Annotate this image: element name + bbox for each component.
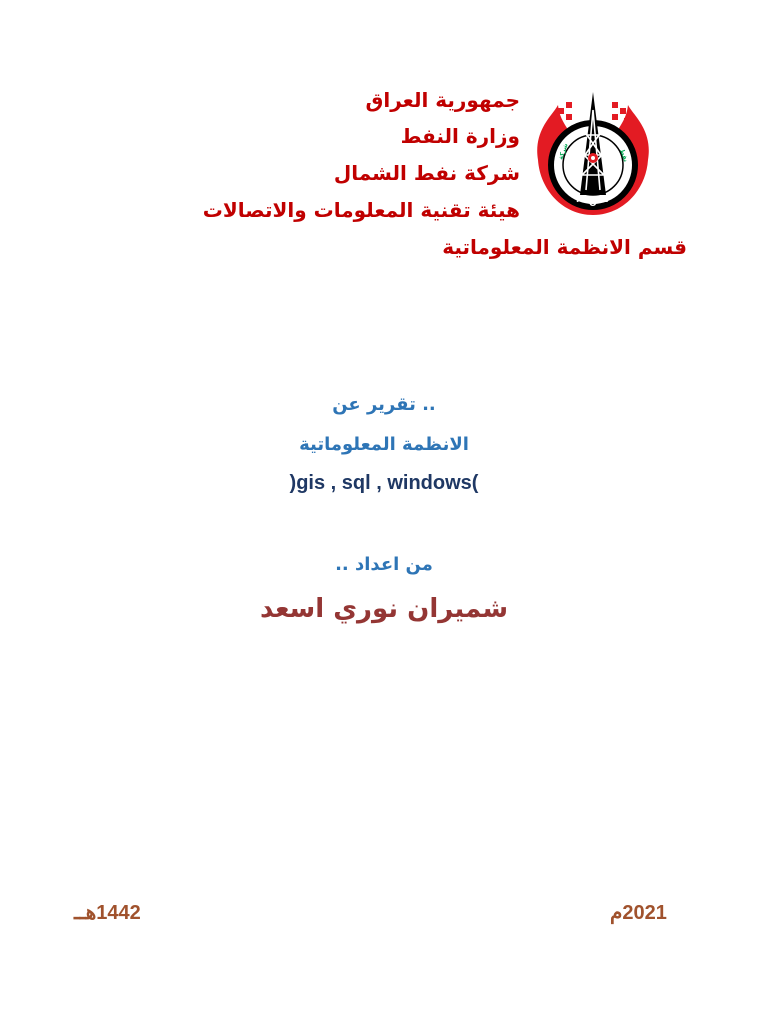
svg-text:ﺷﺮﻛﺔ: ﺷﺮﻛﺔ — [557, 142, 570, 161]
header-ministry: وزارة النفط — [400, 124, 520, 148]
gregorian-date: 2021م — [610, 902, 667, 924]
logo-letter-c: C — [602, 195, 609, 205]
header-country: جمهورية العراق — [365, 88, 520, 112]
header-company: شركة نفط الشمال — [333, 161, 520, 185]
header-department: قسم الانظمة المعلوماتية — [442, 235, 687, 259]
logo-letter-o: O — [589, 199, 597, 209]
noc-oil-derrick-logo-icon — [528, 90, 658, 220]
hijri-date: 1442هــ — [74, 902, 141, 924]
report-subject: الانظمة المعلوماتية — [299, 434, 469, 455]
author-name: شميران نوري اسعد — [259, 594, 509, 624]
report-topics: )gis , sql , windows( — [289, 472, 479, 494]
logo-letter-n: N — [576, 195, 584, 205]
prepared-by-label: من اعداد .. — [335, 554, 433, 575]
report-prefix: .. تقرير عن — [332, 394, 436, 415]
header-authority: هيئة تقنية المعلومات والاتصالات — [202, 198, 520, 222]
svg-text:ﻧﻔﻂ: ﻧﻔﻂ — [618, 148, 630, 163]
